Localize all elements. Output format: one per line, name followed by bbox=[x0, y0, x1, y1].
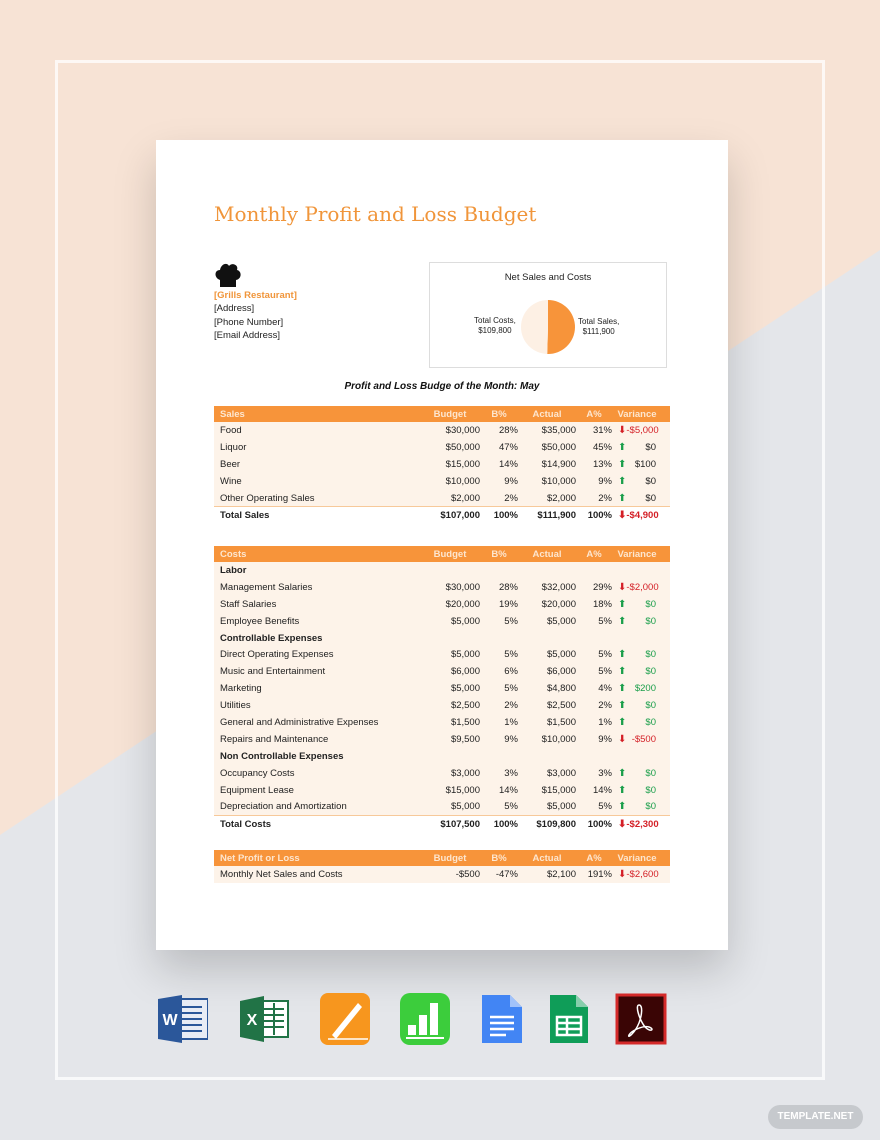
actual-pct-cell: 14% bbox=[592, 784, 612, 796]
page-title: Monthly Profit and Loss Budget bbox=[214, 202, 537, 226]
budget-cell: $30,000 bbox=[445, 581, 480, 593]
actual-cell: $50,000 bbox=[541, 441, 576, 453]
arrow-up-icon: ⬆ bbox=[618, 801, 627, 813]
row-label: Labor bbox=[220, 564, 247, 576]
budget-pct-cell: 5% bbox=[504, 649, 518, 661]
arrow-up-icon: ⬆ bbox=[618, 615, 627, 627]
variance-value: $0 bbox=[645, 666, 656, 678]
budget-pct-cell: 47% bbox=[498, 441, 518, 453]
pie-chart bbox=[429, 262, 667, 368]
row-label: Music and Entertainment bbox=[220, 666, 326, 678]
budget-cell: $2,000 bbox=[450, 492, 480, 504]
budget-cell: -$500 bbox=[455, 868, 480, 880]
acrobat-pdf-icon[interactable] bbox=[615, 993, 667, 1045]
table-subtitle: Profit and Loss Budge of the Month: May bbox=[344, 381, 540, 392]
budget-pct-cell: 9% bbox=[504, 733, 518, 745]
variance-value: $100 bbox=[634, 458, 656, 470]
row-label: Other Operating Sales bbox=[220, 492, 315, 504]
budget-pct-cell: 14% bbox=[498, 458, 518, 470]
actual-cell: $5,000 bbox=[546, 649, 576, 661]
group-row bbox=[214, 748, 670, 765]
variance-value: $0 bbox=[645, 784, 656, 796]
budget-pct-cell: -47% bbox=[495, 868, 518, 880]
budget-pct-cell: 14% bbox=[498, 784, 518, 796]
arrow-up-icon: ⬆ bbox=[618, 598, 627, 610]
budget-pct-cell: 5% bbox=[504, 615, 518, 627]
header-b-pct: B% bbox=[491, 408, 507, 420]
arrow-up-icon: ⬆ bbox=[618, 683, 627, 695]
variance-value: -$2,600 bbox=[626, 868, 659, 880]
variance-value: -$2,000 bbox=[626, 581, 659, 593]
actual-pct-cell: 18% bbox=[592, 598, 612, 610]
company-phone: [Phone Number] bbox=[214, 316, 284, 328]
net-profit-table bbox=[214, 850, 670, 883]
actual-cell: $111,900 bbox=[537, 510, 576, 522]
table-row bbox=[214, 866, 670, 883]
row-label: Total Costs bbox=[220, 819, 272, 831]
word-icon[interactable] bbox=[156, 993, 208, 1045]
numbers-icon[interactable] bbox=[400, 993, 452, 1045]
budget-pct-cell: 28% bbox=[498, 581, 518, 593]
budget-cell: $5,000 bbox=[450, 615, 480, 627]
variance-cell bbox=[612, 734, 670, 745]
table-row bbox=[214, 596, 670, 613]
label-value: $109,800 bbox=[478, 326, 512, 335]
budget-pct-cell: 1% bbox=[504, 716, 518, 728]
variance-value: $0 bbox=[645, 598, 656, 610]
budget-cell: $30,000 bbox=[445, 424, 480, 436]
svg-text:X: X bbox=[246, 1012, 258, 1029]
row-label: Monthly Net Sales and Costs bbox=[220, 868, 343, 880]
actual-pct-cell: 5% bbox=[598, 666, 612, 678]
arrow-down-icon: ⬇ bbox=[618, 581, 627, 593]
total-row bbox=[214, 506, 670, 524]
actual-pct-cell: 5% bbox=[598, 615, 612, 627]
table-header bbox=[214, 406, 670, 422]
table-row bbox=[214, 579, 670, 596]
row-label: Non Controllable Expenses bbox=[220, 750, 344, 762]
header-a-pct: A% bbox=[586, 548, 602, 560]
budget-pct-cell: 28% bbox=[498, 424, 518, 436]
chef-hat-icon bbox=[214, 262, 242, 288]
variance-cell bbox=[612, 616, 670, 627]
table-row bbox=[214, 613, 670, 630]
budget-cell: $50,000 bbox=[445, 441, 480, 453]
budget-pct-cell: 5% bbox=[504, 683, 518, 695]
variance-cell bbox=[612, 819, 670, 830]
actual-pct-cell: 191% bbox=[587, 868, 612, 880]
row-label: Occupancy Costs bbox=[220, 767, 295, 779]
variance-cell bbox=[612, 459, 670, 470]
actual-cell: $10,000 bbox=[541, 475, 576, 487]
actual-pct-cell: 9% bbox=[598, 475, 612, 487]
table-header bbox=[214, 850, 670, 866]
variance-value: -$4,900 bbox=[626, 510, 659, 522]
actual-cell: $1,500 bbox=[546, 716, 576, 728]
actual-cell: $5,000 bbox=[546, 615, 576, 627]
table-header bbox=[214, 546, 670, 562]
table-row bbox=[214, 490, 670, 507]
budget-cell: $2,500 bbox=[450, 700, 480, 712]
budget-cell: $1,500 bbox=[450, 716, 480, 728]
actual-pct-cell: 13% bbox=[592, 458, 612, 470]
budget-pct-cell: 100% bbox=[493, 510, 518, 522]
table-row bbox=[214, 422, 670, 439]
variance-value: $0 bbox=[645, 441, 656, 453]
arrow-up-icon: ⬆ bbox=[618, 492, 627, 504]
actual-pct-cell: 3% bbox=[598, 767, 612, 779]
actual-cell: $35,000 bbox=[541, 424, 576, 436]
actual-cell: $2,100 bbox=[546, 868, 576, 880]
budget-cell: $107,500 bbox=[440, 819, 480, 831]
actual-pct-cell: 45% bbox=[592, 441, 612, 453]
variance-value: $200 bbox=[634, 683, 656, 695]
header-section-title: Sales bbox=[220, 408, 245, 420]
actual-cell: $4,800 bbox=[546, 683, 576, 695]
variance-cell bbox=[612, 683, 670, 694]
row-label: Management Salaries bbox=[220, 581, 313, 593]
variance-cell bbox=[612, 425, 670, 436]
arrow-up-icon: ⬆ bbox=[618, 716, 627, 728]
watermark-badge: TEMPLATE.NET bbox=[768, 1105, 863, 1129]
table-row bbox=[214, 782, 670, 799]
arrow-up-icon: ⬆ bbox=[618, 700, 627, 712]
variance-value: $0 bbox=[645, 700, 656, 712]
budget-pct-cell: 5% bbox=[504, 801, 518, 813]
label-text: Total Sales, bbox=[578, 317, 620, 326]
sales-table bbox=[214, 406, 670, 524]
actual-cell: $20,000 bbox=[541, 598, 576, 610]
variance-value: -$5,000 bbox=[626, 424, 659, 436]
svg-text:W: W bbox=[162, 1012, 178, 1029]
chart-title: Net Sales and Costs bbox=[504, 272, 592, 283]
row-label: Total Sales bbox=[220, 510, 270, 522]
actual-pct-cell: 2% bbox=[598, 492, 612, 504]
variance-value: $0 bbox=[645, 615, 656, 627]
budget-cell: $10,000 bbox=[445, 475, 480, 487]
actual-pct-cell: 1% bbox=[598, 716, 612, 728]
header-b-pct: B% bbox=[491, 852, 507, 864]
variance-cell bbox=[612, 801, 670, 812]
actual-pct-cell: 100% bbox=[587, 510, 612, 522]
pages-icon[interactable] bbox=[320, 993, 372, 1045]
variance-cell bbox=[612, 785, 670, 796]
actual-pct-cell: 100% bbox=[587, 819, 612, 831]
actual-cell: $10,000 bbox=[541, 733, 576, 745]
arrow-up-icon: ⬆ bbox=[618, 784, 627, 796]
arrow-down-icon: ⬇ bbox=[618, 424, 627, 436]
costs-table bbox=[214, 546, 670, 833]
table-row bbox=[214, 473, 670, 490]
row-label: Liquor bbox=[220, 441, 247, 453]
table-row bbox=[214, 646, 670, 663]
budget-cell: $20,000 bbox=[445, 598, 480, 610]
table-row bbox=[214, 714, 670, 731]
pie-svg bbox=[520, 299, 576, 355]
row-label: Beer bbox=[220, 458, 241, 470]
actual-cell: $14,900 bbox=[541, 458, 576, 470]
pie-slice-total-sales bbox=[547, 300, 575, 354]
actual-pct-cell: 4% bbox=[598, 683, 612, 695]
budget-pct-cell: 2% bbox=[504, 492, 518, 504]
pie-label-costs bbox=[474, 316, 516, 336]
table-row bbox=[214, 439, 670, 456]
actual-pct-cell: 5% bbox=[598, 649, 612, 661]
row-label: Equipment Lease bbox=[220, 784, 294, 796]
budget-pct-cell: 3% bbox=[504, 767, 518, 779]
variance-cell bbox=[612, 666, 670, 677]
variance-cell bbox=[612, 717, 670, 728]
group-row bbox=[214, 630, 670, 647]
arrow-up-icon: ⬆ bbox=[618, 649, 627, 661]
budget-cell: $15,000 bbox=[445, 458, 480, 470]
budget-cell: $9,500 bbox=[450, 733, 480, 745]
budget-pct-cell: 6% bbox=[504, 666, 518, 678]
header-budget: Budget bbox=[433, 408, 467, 420]
budget-cell: $3,000 bbox=[450, 767, 480, 779]
variance-value: $0 bbox=[645, 801, 656, 813]
google-docs-icon[interactable] bbox=[478, 993, 530, 1045]
variance-cell bbox=[612, 700, 670, 711]
budget-pct-cell: 9% bbox=[504, 475, 518, 487]
variance-cell bbox=[612, 649, 670, 660]
header-actual: Actual bbox=[532, 408, 562, 420]
header-section-title: Net Profit or Loss bbox=[220, 852, 300, 864]
variance-value: $0 bbox=[645, 649, 656, 661]
excel-icon[interactable] bbox=[238, 993, 290, 1045]
actual-cell: $5,000 bbox=[546, 801, 576, 813]
header-variance: Variance bbox=[617, 408, 657, 420]
header-actual: Actual bbox=[532, 548, 562, 560]
variance-value: $0 bbox=[645, 767, 656, 779]
row-label: Wine bbox=[220, 475, 242, 487]
arrow-up-icon: ⬆ bbox=[618, 666, 627, 678]
variance-value: $0 bbox=[645, 492, 656, 504]
row-label: Depreciation and Amortization bbox=[220, 801, 347, 813]
header-variance: Variance bbox=[617, 548, 657, 560]
label-value: $111,900 bbox=[582, 327, 615, 336]
variance-value: $0 bbox=[645, 716, 656, 728]
company-info bbox=[214, 289, 297, 342]
actual-cell: $32,000 bbox=[541, 581, 576, 593]
arrow-down-icon: ⬇ bbox=[618, 733, 627, 745]
table-row bbox=[214, 697, 670, 714]
budget-cell: $5,000 bbox=[450, 649, 480, 661]
variance-value: -$500 bbox=[631, 733, 656, 745]
budget-pct-cell: 100% bbox=[493, 819, 518, 831]
table-row bbox=[214, 663, 670, 680]
header-a-pct: A% bbox=[586, 408, 602, 420]
arrow-up-icon: ⬆ bbox=[618, 475, 627, 487]
actual-pct-cell: 5% bbox=[598, 801, 612, 813]
row-label: Utilities bbox=[220, 700, 251, 712]
header-actual: Actual bbox=[532, 852, 562, 864]
row-label: Controllable Expenses bbox=[220, 632, 323, 644]
variance-cell bbox=[612, 493, 670, 504]
actual-cell: $109,800 bbox=[536, 819, 576, 831]
group-row bbox=[214, 562, 670, 579]
document-page bbox=[156, 140, 728, 950]
row-label: Employee Benefits bbox=[220, 615, 300, 627]
actual-pct-cell: 31% bbox=[592, 424, 612, 436]
variance-cell bbox=[612, 599, 670, 610]
arrow-up-icon: ⬆ bbox=[618, 441, 627, 453]
company-email: [Email Address] bbox=[214, 329, 280, 341]
variance-cell bbox=[612, 510, 670, 521]
arrow-down-icon: ⬇ bbox=[618, 819, 627, 831]
table-row bbox=[214, 456, 670, 473]
actual-cell: $2,000 bbox=[546, 492, 576, 504]
format-icons bbox=[0, 993, 880, 1045]
budget-cell: $5,000 bbox=[450, 683, 480, 695]
actual-pct-cell: 2% bbox=[598, 700, 612, 712]
budget-cell: $107,000 bbox=[440, 510, 480, 522]
actual-pct-cell: 29% bbox=[592, 581, 612, 593]
row-label: Staff Salaries bbox=[220, 598, 277, 610]
pie-slice-total-costs bbox=[521, 300, 548, 354]
table-row bbox=[214, 680, 670, 697]
header-a-pct: A% bbox=[586, 852, 602, 864]
variance-cell bbox=[612, 869, 670, 880]
pie-label-sales bbox=[578, 317, 619, 337]
row-label: Marketing bbox=[220, 683, 262, 695]
variance-cell bbox=[612, 442, 670, 453]
actual-cell: $3,000 bbox=[546, 767, 576, 779]
row-label: Food bbox=[220, 424, 242, 436]
header-section-title: Costs bbox=[220, 548, 247, 560]
row-label: Direct Operating Expenses bbox=[220, 649, 334, 661]
table-row bbox=[214, 731, 670, 748]
budget-cell: $15,000 bbox=[445, 784, 480, 796]
label-text: Total Costs, bbox=[474, 316, 516, 325]
variance-value: -$2,300 bbox=[626, 819, 659, 831]
actual-pct-cell: 9% bbox=[598, 733, 612, 745]
variance-cell bbox=[612, 476, 670, 487]
company-address: [Address] bbox=[214, 303, 255, 315]
variance-cell bbox=[612, 768, 670, 779]
arrow-down-icon: ⬇ bbox=[618, 868, 627, 880]
total-row bbox=[214, 815, 670, 833]
actual-cell: $2,500 bbox=[546, 700, 576, 712]
actual-cell: $6,000 bbox=[546, 666, 576, 678]
row-label: Repairs and Maintenance bbox=[220, 733, 329, 745]
arrow-up-icon: ⬆ bbox=[618, 767, 627, 779]
variance-value: $0 bbox=[645, 475, 656, 487]
budget-pct-cell: 19% bbox=[498, 598, 518, 610]
company-name: [Grills Restaurant] bbox=[214, 290, 297, 301]
header-variance: Variance bbox=[617, 852, 657, 864]
arrow-up-icon: ⬆ bbox=[618, 458, 627, 470]
arrow-down-icon: ⬇ bbox=[618, 510, 627, 522]
variance-cell bbox=[612, 582, 670, 593]
header-b-pct: B% bbox=[491, 548, 507, 560]
table-row bbox=[214, 798, 670, 815]
header-budget: Budget bbox=[433, 548, 467, 560]
budget-cell: $6,000 bbox=[450, 666, 480, 678]
actual-cell: $15,000 bbox=[541, 784, 576, 796]
budget-pct-cell: 2% bbox=[504, 700, 518, 712]
google-sheets-icon[interactable] bbox=[548, 993, 600, 1045]
budget-cell: $5,000 bbox=[450, 801, 480, 813]
table-row bbox=[214, 765, 670, 782]
row-label: General and Administrative Expenses bbox=[220, 716, 379, 728]
header-budget: Budget bbox=[433, 852, 467, 864]
